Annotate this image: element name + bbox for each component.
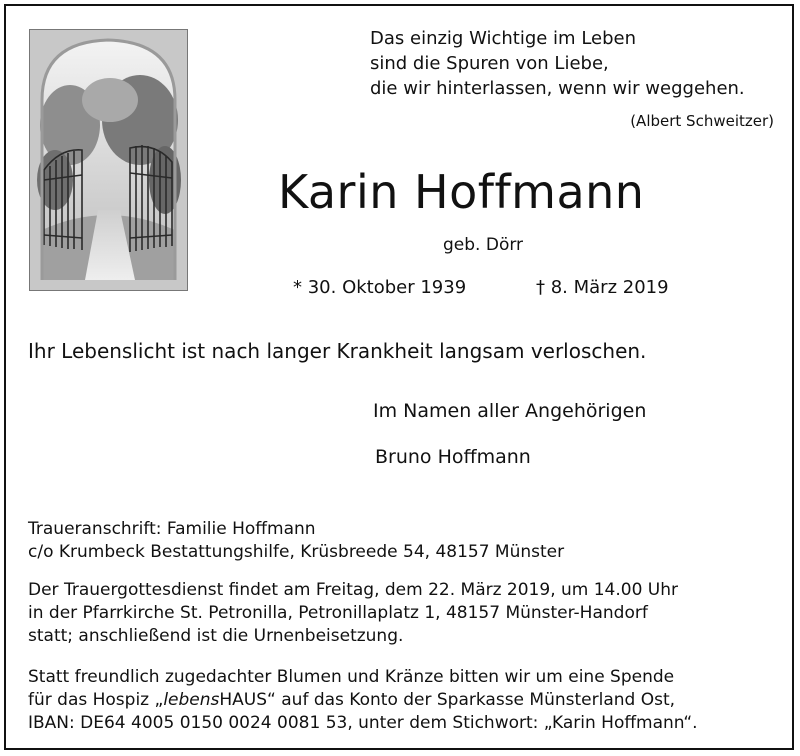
mourning-address xyxy=(28,518,564,564)
address-line: Traueranschrift: Familie Hoffmann xyxy=(28,519,316,539)
birth-date: * 30. Oktober 1939 xyxy=(293,277,467,298)
quote-line: Das einzig Wichtige im Leben xyxy=(370,28,637,49)
signer-name: Bruno Hoffmann xyxy=(375,446,531,468)
service-line: in der Pfarrkirche St. Petronilla, Petronillaplatz 1, 48157 Münster-Handorf xyxy=(28,603,648,623)
quote-block xyxy=(370,26,745,101)
address-line: c/o Krumbeck Bestattungshilfe, Krüsbreede 54, 48157 Münster xyxy=(28,542,565,562)
garden-gate-image xyxy=(30,30,187,290)
maiden-name: geb. Dörr xyxy=(443,235,524,255)
donation-line: Statt freundlich zugedachter Blumen und Kränze bitten wir um eine Spende xyxy=(28,667,675,687)
intro-text: Ihr Lebenslicht ist nach langer Krankheit langsam verloschen. xyxy=(28,339,647,363)
donation-request xyxy=(28,666,698,735)
obituary-card xyxy=(4,4,794,750)
service-line: statt; anschließend ist die Urnenbeisetzung. xyxy=(28,626,404,646)
deceased-name: Karin Hoffmann xyxy=(278,165,645,219)
quote-line: die wir hinterlassen, wenn wir weggehen. xyxy=(370,78,745,99)
service-info xyxy=(28,579,678,648)
hospice-name-italic: lebens xyxy=(163,690,220,710)
service-line: Der Trauergottesdienst findet am Freitag, dem 22. März 2019, um 14.00 Uhr xyxy=(28,580,679,600)
on-behalf-text: Im Namen aller Angehörigen xyxy=(373,400,647,422)
donation-line: IBAN: DE64 4005 0150 0024 0081 53, unter dem Stichwort: „Karin Hoffmann“. xyxy=(28,713,698,733)
donation-line xyxy=(28,689,698,712)
garden-gate-photo xyxy=(29,29,188,291)
donation-text: HAUS“ auf das Konto der Sparkasse Münsterland Ost, xyxy=(219,690,676,710)
quote-author: (Albert Schweitzer) xyxy=(630,112,774,130)
death-date: † 8. März 2019 xyxy=(536,277,669,298)
quote-line: sind die Spuren von Liebe, xyxy=(370,53,609,74)
donation-text: für das Hospiz „ xyxy=(28,690,164,710)
